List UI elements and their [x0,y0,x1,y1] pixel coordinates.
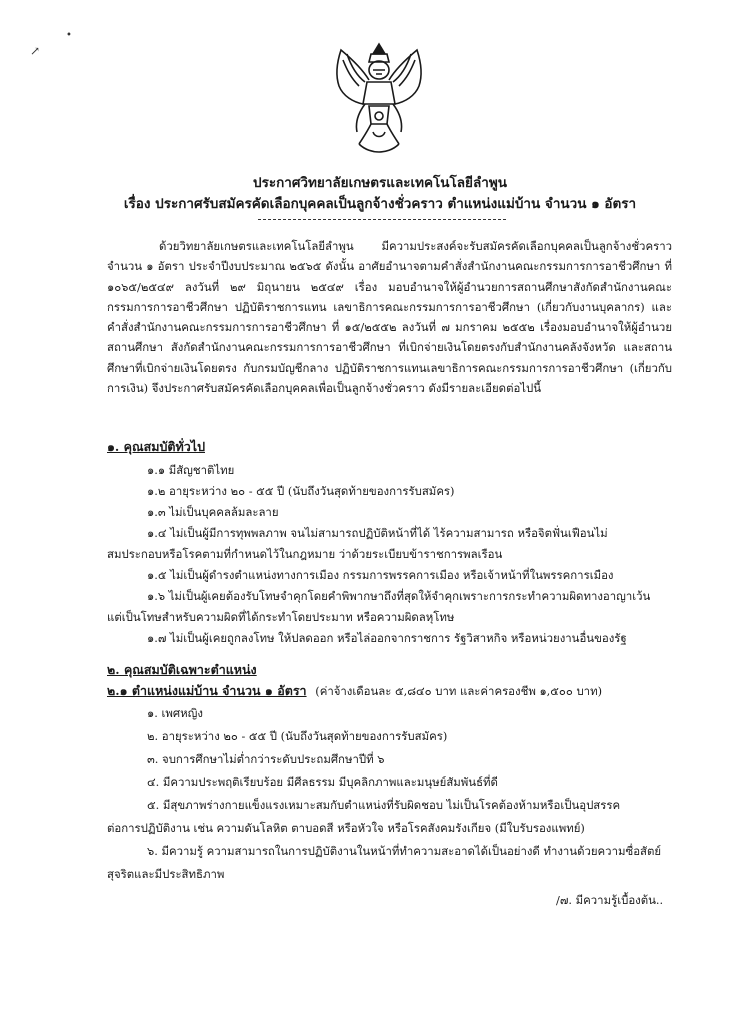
section2-item: ๒. อายุระหว่าง ๒๐ - ๕๕ ปี (นับถึงวันสุดท้ายของการรับสมัคร) [147,729,448,743]
section2-item: ๓. จบการศึกษาไม่ต่ำกว่าระดับประถมศึกษาปีที่ ๖ [147,752,385,766]
continuation-note: /๗. มีความรู้เบื้องต้น.. [556,893,664,907]
position-line [107,681,602,701]
section1-heading: ๑. คุณสมบัติทั่วไป [107,439,205,454]
section1-item: ๑.๔ ไม่เป็นผู้มีการทุพพลภาพ จนไม่สามารถปฏิบัติหน้าที่ได้ ไร้ความสามารถ หรือจิตฟั่นเฟือนไม่ [147,526,608,540]
section2-heading: ๒. คุณสมบัติเฉพาะตำแหน่ง [107,662,257,677]
title-divider [258,219,506,220]
section2-item: ๕. มีสุขภาพร่างกายแข็งแรงเหมาะสมกับตำแหน่งที่รับผิดชอบ ไม่เป็นโรคต้องห้ามหรือเป็นอุปสรรค [147,798,621,812]
garuda-emblem-icon [323,40,435,160]
section1-item: แต่เป็นโทษสำหรับความผิดที่ได้กระทำโดยประมาท หรือความผิดลหุโทษ [107,610,455,624]
section1-item: ๑.๖ ไม่เป็นผู้เคยต้องรับโทษจำคุกโดยคำพิพากษาถึงที่สุดให้จำคุกเพราะการกระทำความผิดทางอาญาเว้น [147,589,651,603]
section1-item: ๑.๗ ไม่เป็นผู้เคยถูกลงโทษ ให้ปลดออก หรือไล่ออกจากราชการ รัฐวิสาหกิจ หรือหน่วยงานอื่นของรัฐ [147,631,627,645]
stray-dot: • [66,30,72,41]
wage-note: (ค่าจ้างเดือนละ ๕,๘๔๐ บาท และค่าครองชีพ ๑,๕๐๐ บาท) [315,684,603,698]
position-title: ๒.๑ ตำแหน่งแม่บ้าน จำนวน ๑ อัตรา [107,683,307,698]
stray-mark: ↗ [30,44,41,58]
page-title: ประกาศวิทยาลัยเกษตรและเทคโนโลยีลำพูน [253,175,507,191]
intro-paragraph [107,236,672,398]
section2-item: สุจริตและมีประสิทธิภาพ [107,867,225,881]
section2-item: ๑. เพศหญิง [147,706,203,720]
intro-text: ด้วยวิทยาลัยเกษตรและเทคโนโลยีลำพูน มีความประสงค์จะรับสมัครคัดเลือกบุคคลเป็นลูกจ้างชั่วคราว จำนวน ๑ อัตรา ประจำปีงบประมาณ ๒๕๖๕ ดังนั้น อาศัยอำนาจตามคำสั่งสำนักงานคณะกรรมการการอาชีวศึกษา ที่ ๑๐๖๕/๒๕๔๙ ลงวันที่ ๒๙ มิถุนายน ๒๕๔๙ เรื่อง มอบอำนาจให้ผู้อำนวยการสถานศึกษาสังกัดสำนักงานคณะกรรมการการอาชีวศึกษา ปฏิบัติราชการแทน เลขาธิการคณะกรรมการการอาชีวศึกษา (เกี่ยวกับงานบุคลากร) และคำสั่งสำนักงานคณะกรรมการการอาชีวศึกษา ที่ ๑๕/๒๕๕๒ ลงวันที่ ๗ มกราคม ๒๕๕๒ เรื่องมอบอำนาจให้ผู้อำนวยสถานศึกษา สังกัดสำนักงานคณะกรรมการการอาชีวศึกษา ที่เบิกจ่ายเงินโดยตรงกับสำนักงานคลังจังหวัด และสถานศึกษาที่เบิกจ่ายเงินโดยตรง กับกรมบัญชีกลาง ปฏิบัติราชการแทนเลขาธิการคณะกรรมการการอาชีวศึกษา (เกี่ยวกับการเงิน) จึงประกาศรับสมัครคัดเลือกบุคคลเพื่อเป็นลูกจ้างชั่วคราว ดังมีรายละเอียดต่อไปนี้ [107,239,672,396]
section2-item: ๔. มีความประพฤติเรียบร้อย มีศีลธรรม มีบุคลิกภาพและมนุษย์สัมพันธ์ที่ดี [147,775,498,789]
section1-item: ๑.๒ อายุระหว่าง ๒๐ - ๕๕ ปี (นับถึงวันสุดท้ายของการรับสมัคร) [147,484,455,498]
section1-item: สมประกอบหรือโรคตามที่กำหนดไว้ในกฎหมาย ว่าด้วยระเบียบข้าราชการพลเรือน [107,547,503,561]
section1-item: ๑.๕ ไม่เป็นผู้ดำรงตำแหน่งทางการเมือง กรรมการพรรคการเมือง หรือเจ้าหน้าที่ในพรรคการเมือง [147,568,614,582]
section1-item: ๑.๑ มีสัญชาติไทย [147,463,235,477]
subject-line: เรื่อง ประกาศรับสมัครคัดเลือกบุคคลเป็นลูกจ้างชั่วคราว ตำแหน่งแม่บ้าน จำนวน ๑ อัตรา [123,196,637,212]
section2-item: ๖. มีความรู้ ความสามารถในการปฏิบัติงานในหน้าที่ทำความสะอาดได้เป็นอย่างดี ทำงานด้วยความซื่อสัตย์ [147,844,662,858]
section2-item: ต่อการปฏิบัติงาน เช่น ความดันโลหิต ตาบอดสี หรือหัวใจ หรือโรคสังคมรังเกียจ (มีใบรับรองแพทย์) [107,821,585,835]
section1-item: ๑.๓ ไม่เป็นบุคคลล้มละลาย [147,505,279,519]
